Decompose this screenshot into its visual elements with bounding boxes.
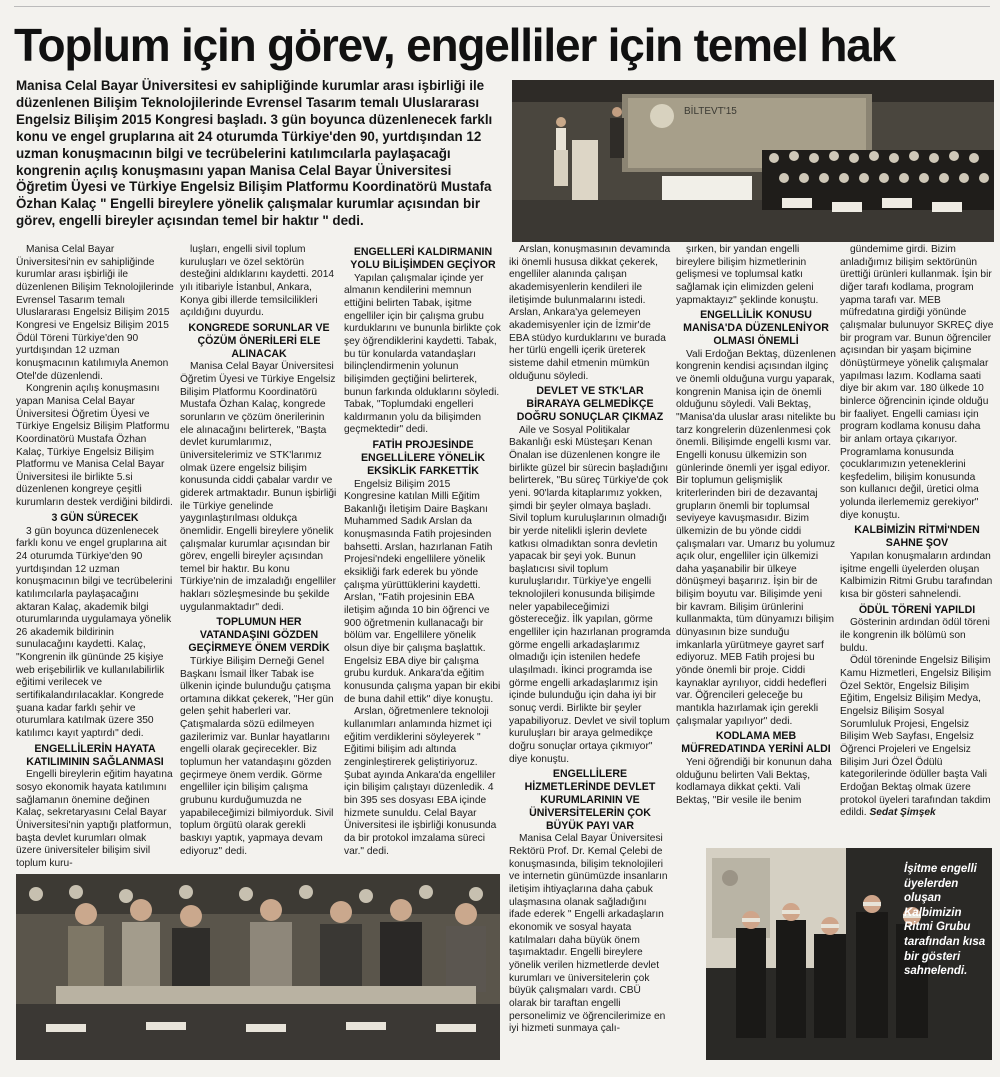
subheading: ENGELLİLERİN HAYATA KATILIMININ SAĞLANMASI: [26, 742, 164, 768]
photo-conference-hall: [512, 80, 994, 242]
author-signature: Sedat Şimşek: [869, 807, 936, 819]
paragraph: Kongrenin açılış konuşmasını yapan Manisa Celal Bayar Üniversitesi Öğretim Üyesi ve Türkiye Engelsiz Bilişim Platformu Koordinatörü Mustafa Özhan Kalaç, Türkiye Engelsiz Bilişim Platformu ve Manisa Celal Bayar Üniversitesi ile birlikte 5.si düzenlenen kongreye çeşitli kurumların destek verdiğini bildirdi.: [16, 383, 173, 509]
article-column-5: [676, 244, 836, 842]
paragraph: Yapılan çalışmalar içinde yer almanın kendilerini memnun ettiğini belirten Tabak, işitme engelliler için bir çalışma grubu kurduklarını ve bununla birlikte çok şey öğrendiklerini kaydetti. Tabak, bu tür konularda vatandaşları bilinçlendirmenin yolunun bilişimden geçtiğini belirterek, bunun farkında olduklarını söyledi. Tabak, "Toplumdaki engelleri kaldırmanın yolu da bilişimden geçmektedir" dedi.: [344, 272, 501, 436]
subheading: DEVLET VE STK'LAR BİRARAYA GELMEDİKÇE DOĞRU SONUÇLAR ÇIKMAZ: [516, 385, 664, 423]
paragraph: 3 gün boyunca düzenlenecek farklı konu ve engel gruplarına ait 24 oturumda Türkiye'den 90 yurtdışından 12 uzman konuşmacının bilgi ve tecrübelerini katılımcılarla paylaşacağını aktaran Kalaç, akademik bilgi oturumlarında uygulamaya yönelik 26 akademik bildirinin sunulacağını kaydetti. Kalaç, "Kongrenin ilk gününde 25 kişiye web erişebilirlik ve kullanılabilirlik eğitimi verilecek ve sertifikalandırılacaklar. Kongrede şuana kadar farklı şehir ve oturumlara katılmak üzere 350 katılımcı kayıt yaptırdı" dedi.: [16, 525, 173, 740]
paragraph: Yeni öğrendiği bir konunun daha olduğunu belirten Vali Bektaş, kodlamaya dikkat çekti. Vali Bektaş, "Bir vesile ile benim: [676, 756, 832, 806]
paragraph: luşları, engelli sivil toplum kuruluşları ve özel sektörün desteğini aldıklarını kaydetti. 2014 yılı itibariyle İstanbul, Ankara, Konya gibi illerde temsilcilikleri açıldığını duyurdu.: [180, 244, 335, 319]
photo-stage-performance: [706, 848, 992, 1060]
paragraph: Aile ve Sosyal Politikalar Bakanlığı eski Müsteşarı Kenan Önalan ise düzenlenen kongre ile birlikte güzel bir sürecin başladığını belirterek, "Bu süreç Türkiye'de çok yeni. 90'larda kitaplarımız yokken, şimdi bir şeyler olmaya başladı. Sivil toplum kuruluşlarının olmadığı bir yerde nitelikli işlerin devlete katkısı olmadıktan sonra devletin yapacak bir şeyi yok. Bunun başlatıcısı sivil toplum kuruluşlarıdır. Türkiye'ye engelli teknolojileri konusunda bilişimde neler yapabileceğimizi göstereceğiz. İlk yapılan, görme engelliler için hazırlanan programda görme engelli arkadaşlarımız olmadığı için istenilen hedefe ulaşılmadı. İkinci programda ise görme engelli arkadaşlarımız işin içinde bulunduğu için daha iyi bir sonuç verdi. Birlikte bir şeyler yapabiliyoruz. Devlet ve sivil toplum kuruluşları bir araya gelmedikçe doğru sonuçlar ortaya çıkmıyor" diye konuştu.: [509, 424, 671, 765]
paragraph: şırken, bir yandan engelli bireylere bilişim hizmetlerinin gelişmesi ve toplumsal katkı sağlamak için elimizden geleni yapmaktayız" şeklinde konuştu.: [676, 244, 819, 306]
subheading: ENGELLERİ KALDIRMANIN YOLU BİLİŞİMDEN GEÇİYOR: [350, 246, 496, 271]
article-column-6: [840, 244, 994, 842]
subheading: TOPLUMUN HER VATANDAŞINI GÖZDEN GEÇİRMEYE ÖNEM VERDİK: [188, 616, 330, 655]
subheading: 3 GÜN SÜRECEK: [51, 511, 139, 524]
article-column-3: [344, 244, 502, 870]
photo-caption: İşitme engelli üyelerden oluşan Kalbimizin Ritmi Grubu tarafından kısa bir gösteri sahnelendi.: [904, 863, 986, 978]
article-column-4: [509, 244, 671, 1062]
paragraph: [840, 655, 994, 820]
subheading: ÖDÜL TÖRENİ YAPILDI: [858, 603, 976, 616]
lead-paragraph: Manisa Celal Bayar Üniversitesi ev sahipliğinde kurumlar arası işbirliği ile düzenlenen Bilişim Teknolojilerinde Evrensel Tasarım temalı Uluslararası Engelsiz Bilişim 2015 Kongresi başladı. 3 gün boyunca düzenlenecek farklı konu ve engel gruplarına ait 24 oturumda Türkiye'den 90, yurtdışından 12 uzman konuşmacının bilgi ve tecrübelerini katılımcılarla paylaşacağı kongrenin açılış konuşmasını yapan Manisa Celal Bayar Üniversitesi Öğretim Üyesi ve Türkiye Engelsiz Bilişim Platformu Koordinatörü Mustafa Özhan Kalaç " Engelli bireylere yönelik çalışmalar kurumlar açısından bir görev, engelli bireyler açısından temel bir haktır " dedi.: [16, 78, 493, 229]
subheading: ENGELLİLİK KONUSU MANİSA'DA DÜZENLENİYOR OLMASI ÖNEMLİ: [683, 309, 829, 347]
banner-text: BİLTEVT'15: [684, 106, 737, 117]
top-rule: [14, 6, 990, 11]
paragraph: Gösterinin ardından ödül töreni ile kongrenin ilk bölümü son buldu.: [840, 617, 990, 654]
subheading: KALBİMİZİN RİTMİ'NDEN SAHNE ŞOV: [854, 524, 980, 550]
paragraph: Manisa Celal Bayar Üniversitesi Öğretim Üyesi ve Türkiye Engelsiz Bilişim Platformu Koordinatörü Mustafa Özhan Kalaç, kongrede sorunların ve çözüm önerilerinin ele alınacağını belirterek, "Başta devlet kurumlarımız, üniversitelerimiz ve STK'larımız olmak üzere engelsiz bilişim konusunda ciddi çabalar vardır ve giderek artmaktadır. Bunun işbirliği ile Türkiye genelinde yaygınlaştırılması oldukça önemlidir. Engelli bireylere yönelik çalışmalar kurumlar açısından bir görev, engelli bireyler açısından temel bir haktır. Bu konu Türkiye'nin de imzaladığı engelliler hakları sözleşmesinde bu şekilde uygulanmaktadır" dedi.: [180, 361, 337, 613]
paragraph: Manisa Celal Bayar Üniversitesi Rektörü Prof. Dr. Kemal Çelebi de konuşmasında, bilişim teknolojileri ve internetin günümüzde insanların iletişim ihtiyaçlarına daha çabuk ulaşmasına olanak sağladığını ifade ederek " Engelli arkadaşların ekonomik ve sosyal hayata katılmaları daha büyük önem taşımaktadır. Engelli bireylere yönelik verilen hizmetlerde devlet kurumları ve üniversitelerin çok büyük çalışmaları vardı. CBÜ olarak bir taraftan engelli personelimiz ve öğrencilerimize en iyi hizmeti sunmaya çalı-: [509, 833, 668, 1035]
subheading: FATİH PROJESİNDE ENGELLİLERE YÖNELİK EKSİKLİK FARKETTİK: [360, 439, 485, 477]
paragraph: Vali Erdoğan Bektaş, düzenlenen kongrenin kendisi açısından ilginç ve önemli olduğuna vurgu yaparak, kongrenin Manisa için de önemli olduğunu söyledi. Vali Bektaş, "Manisa'da uluslar arası nitelikte bu tarz kongrelerin düzenlenmesi çok önemli. Bilişimde engelli kısmı var. Engelli konusu ülkemizin son günlerinde önemli yer işgal ediyor. Bir toplumun gelişmişlik kriterlerinden biri de dezavantaj grupların önemli bir toplumsal seviyeye kavuşmasıdır. Bizim ülkemizin de bu yönde ciddi çalışmaları var. Umarız bu yolumuz açık olur, engelliler için ülkemizi daha yaşanabilir bir ülkeye dönüşmeyi başarırız. İşin bir de bilişim boyutu var. Bilişimde yeni bir kavram. Bilişim ürünlerini kullanmakta, tüm dünyamızı bilişim dünyasının bize sunduğu imkanlarla yürütmeye gayret sarf ediyoruz. MEB Fatih projesi bu yönde önemli bir proje. Ciddi kaynaklar ayrılıyor, ciddi hedefleri var. Öğrencileri geleceğe bu mantıkla hazırlamak için gerekli çalışmalar yapılıyor" dedi.: [676, 348, 836, 727]
paragraph: Manisa Celal Bayar Üniversitesi'nin ev sahipliğinde kurumlar arası işbirliği ile düzenlenen Bilişim Teknolojilerinde Evrensel Tasarım temalı Uluslararası Engelsiz Bilişim 2015 Kongresi ve Engelsiz Bilişim 2015 Ödül Töreni Türkiye'den 90 yurtdışından 12 uzman konuşmacının katılımıyla Anemon Otel'de düzenlendi.: [16, 244, 174, 382]
subheading: KODLAMA MEB MÜFREDATINDA YERİNİ ALDI: [681, 730, 831, 756]
paragraph: gündemime girdi. Bizim anladığımız bilişim sektörünün ürettiği ürünleri kullanmak. İşin bir diğer tarafı kodlama, program yapma tarafı var. MEB müfredatına girdiği yönünde çalışmalar bulunuyor SKREÇ diye bir program var. Bunun öğrenciler açısından bir yaşam biçimine dönüştürmeye yönelik çalışmalar yapılması lazım. Kodlama saati diye bir akım var. 180 ülkede 10 binlerce öğrencinin içinde olduğu bir faaliyet. Engelli camiası için program kodlama konusu daha bir anlam ortaya çıkarıyor. Programlama konusunda çocuklarımızın yeteneklerini keşfedelim, bilişim konusunda son kullanıcı değil, üretici olma yolunda ilerlememiz gerekiyor" diye konuştu.: [840, 244, 994, 521]
paragraph: Arslan, öğretmenlere teknoloji kullanımları anlamında hizmet içi eğitim verdiklerini söyleyerek " Eğitimi bilişim adı altında zenginleştirerek geliştiriyoruz. Şubat ayında Ankara'da engelliler için bilişim çalıştayı düzenledik. 4 bin 395 ses dosyası EBA içinde hizmete sunuldu. Celal Bayar Üniversitesi ile işbirliği konusunda da bir protokol imzalama süreci var." dedi.: [344, 706, 497, 857]
subheading: ENGELLİLERE HİZMETLERİNDE DEVLET KURUMLARININ VE ÜNİVERSİTELERİN ÇOK BÜYÜK PAYI VAR: [524, 768, 656, 832]
article-column-1: [16, 244, 174, 870]
paragraph: Yapılan konuşmaların ardından işitme engelli üyelerden oluşan Kalbimizin Ritmi Grubu tarafından kısa bir gösteri sahnelendi.: [840, 551, 993, 600]
paragraph: Engelsiz Bilişim 2015 Kongresine katılan Milli Eğitim Bakanlığı İletişim Daire Başkanı Muhammed Sadık Arslan da konuşmasında Fatih projesinden bahsetti. Arslan, hazırlanan Fatih Projesi'ndeki engellilere yönelik eksikliği fark ederek bu yönde çalışma yürüttüklerini kaydetti. Arslan, "Fatih projesinin EBA iletişim ağında 10 bin öğrenci ve 900 öğretmenin kullanacağı bir bölüm var. Engellilere yönelik olsun diye bir çalışma başlattık. Engelsiz EBA diye bir çalışma grubu kurduk. Ankara'da eğitim konusunda çalışma yapan bir ekibi de buna dahil ettik" diye konuştu.: [344, 478, 501, 705]
paragraph: Arslan, konuşmasının devamında iki önemli hususa dikkat çekerek, engelliler alanında çalışan akademisyenlerin kendileri ile iletişimde bulunmalarını istedi. Arslan, Ankara'ya gelemeyen akademisyenler için de İzmir'de EBA stüdyo kurduklarını ve burada her türlü engelli içerik üreterek sisteme dahil etmenin mümkün olduğunu söyledi.: [509, 244, 671, 382]
paragraph: Türkiye Bilişim Derneği Genel Başkanı İsmail İlker Tabak ise ülkenin içinde bulunduğu çatışma ortamına dikkat çekerek, "Her gün gelen şehit haberleri var. Çatışmalarda sözü edilmeyen gazilerimiz var. Bunlar hayatlarını engelli olarak geçirecekler. Biz toplumun her vatandaşını gözden geçirmeye önem verdik. Görme engelliler için bilişim çalışma grubunu kurduğumuzda ne yapabileceğimizi bilmiyorduk. Sivil toplum örgütü olarak gerekli baskıyı yaptık, yapmaya devam ediyoruz" dedi.: [180, 655, 334, 857]
article-column-2: [180, 244, 338, 870]
paragraph-text: Ödül töreninde Engelsiz Bilişim Kamu Hizmetleri, Engelsiz Bilişim Özel Sektör, Engelsiz Bilişim Eğitim, Engelsiz Bilişim Medya, Engelsiz Bilişim Sosyal Sorumluluk Projesi, Engelsiz Bilişim Web Sayfası, Engelsiz Öğrenci Projeleri ve Engelsiz Bilişim Juri Özel Ödülü kategorilerinde ödüller başta Vali Erdoğan Bektaş olmak üzere protokol üyeleri tarafından takdim edildi.: [840, 655, 992, 819]
headline: Toplum için görev, engelliler için temel hak: [14, 19, 896, 71]
paragraph: Engelli bireylerin eğitim hayatına sosyo ekonomik hayata katılımını sağlamanın önemine değinen Kalaç, sekretaryasını Celal Bayar Üniversitesi'nin yaptığı platformun, başta devlet kurumları olmak üzere üniversiteler bilişim sivil toplum kuru-: [16, 769, 173, 869]
subheading: KONGREDE SORUNLAR VE ÇÖZÜM ÖNERİLERİ ELE ALINACAK: [188, 321, 330, 360]
photo-audience-front-row: [16, 874, 500, 1060]
